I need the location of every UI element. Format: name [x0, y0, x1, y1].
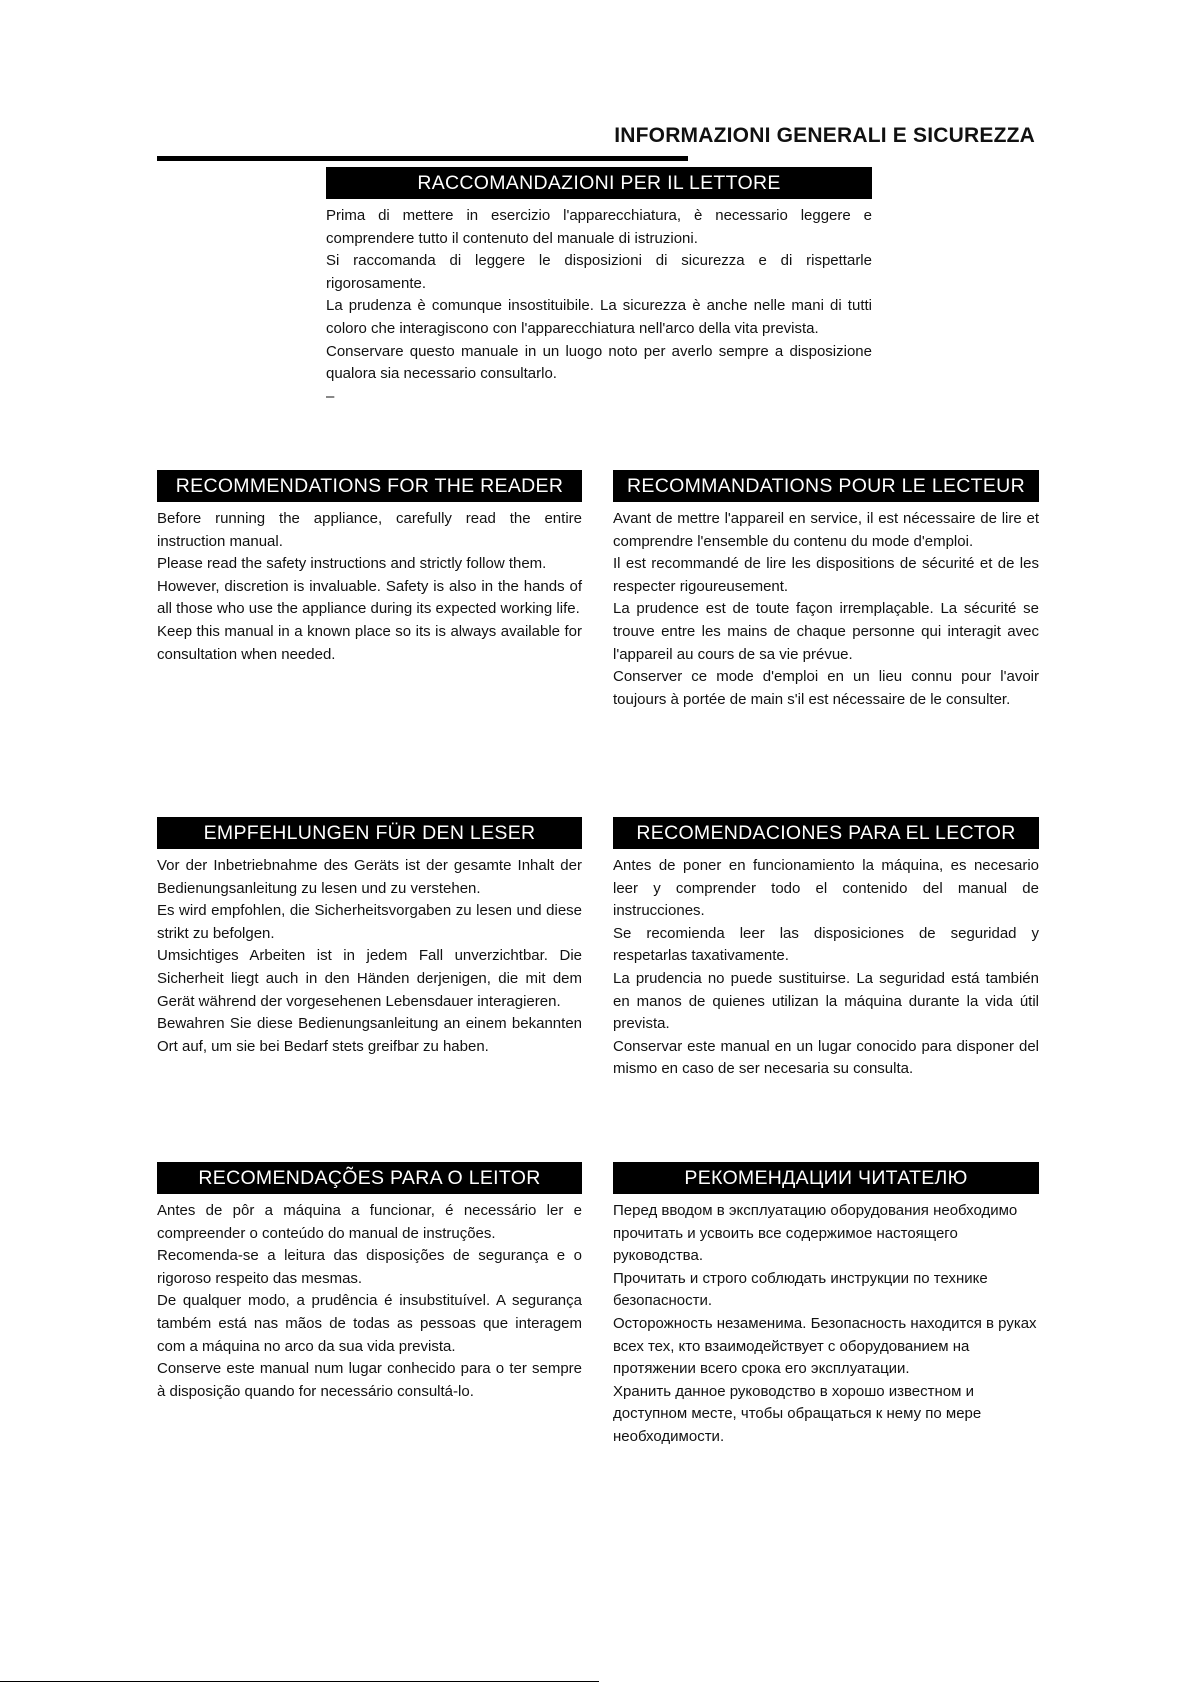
paragraph: Conservar este manual en un lugar conocido para disponer del mismo en caso de ser necesaria su consulta.: [613, 1037, 1039, 1078]
section-italian: [326, 167, 872, 408]
paragraph: Se recomienda leer las disposiciones de seguridad y respetarlas taxativamente.: [613, 924, 1039, 965]
section-body-russian: [613, 1200, 1039, 1449]
paragraph: Please read the safety instructions and strictly follow them.: [157, 555, 547, 573]
section-heading-portuguese: RECOMENDAÇÕES PARA O LEITOR: [157, 1162, 582, 1194]
paragraph: Umsichtiges Arbeiten ist in jedem Fall unverzichtbar. Die Sicherheit liegt auch in den Händen derjenigen, die mit dem Gerät während der vorgesehenen Lebensdauer interagieren.: [157, 947, 582, 1010]
section-english: [157, 470, 582, 666]
paragraph: Vor der Inbetriebnahme des Geräts ist der gesamte Inhalt der Bedienungsanleitung zu lesen und zu verstehen.: [157, 857, 582, 897]
section-heading-russian: РЕКОМЕНДАЦИИ ЧИТАТЕЛЮ: [613, 1162, 1039, 1194]
section-body-italian: [326, 205, 872, 408]
paragraph: Перед вводом в эксплуатацию оборудования необходимо прочитать и усвоить все содержимое настоящего руководства.: [613, 1202, 1018, 1265]
section-heading-italian: RACCOMANDAZIONI PER IL LETTORE: [326, 167, 872, 199]
paragraph: Recomenda-se a leitura das disposições de segurança e o rigoroso respeito das mesmas.: [157, 1247, 582, 1287]
section-body-portuguese: [157, 1200, 582, 1403]
section-body-german: [157, 855, 582, 1058]
paragraph: Conserve este manual num lugar conhecido para o ter sempre à disposição quando for necessário consultá-lo.: [157, 1360, 582, 1400]
footer-rule: [0, 1681, 599, 1682]
paragraph: However, discretion is invaluable. Safety is also in the hands of all those who use the appliance during its expected working life.: [157, 577, 582, 618]
section-body-french: [613, 508, 1039, 711]
section-heading-spanish: RECOMENDACIONES PARA EL LECTOR: [613, 817, 1039, 849]
paragraph: De qualquer modo, a prudência é insubstituível. A segurança também está nas mãos de todas as pessoas que interagem com a máquina no arco da sua vida prevista.: [157, 1292, 582, 1355]
paragraph: Прочитать и строго соблюдать инструкции по технике безопасности.: [613, 1269, 988, 1310]
paragraph: Il est recommandé de lire les dispositions de sécurité et de les respecter rigoureusement.: [613, 555, 1039, 595]
section-french: [613, 470, 1039, 711]
paragraph: Antes de pôr a máquina a funcionar, é necessário ler e compreender o conteúdo do manual de instruções.: [157, 1202, 582, 1242]
paragraph: Avant de mettre l'appareil en service, il est nécessaire de lire et comprendre l'ensemble du contenu du mode d'emploi.: [613, 510, 1039, 550]
section-russian: [613, 1162, 1039, 1449]
section-body-spanish: [613, 855, 1039, 1081]
section-heading-german: EMPFEHLUNGEN FÜR DEN LESER: [157, 817, 582, 849]
paragraph: Conserver ce mode d'emploi en un lieu connu pour l'avoir toujours à portée de main s'il est nécessaire de le consulter.: [613, 668, 1039, 708]
section-heading-english: RECOMMENDATIONS FOR THE READER: [157, 470, 582, 502]
page-title: INFORMAZIONI GENERALI E SICUREZZA: [614, 124, 1035, 147]
paragraph: Before running the appliance, carefully read the entire instruction manual.: [157, 510, 582, 550]
paragraph: Si raccomanda di leggere le disposizioni di sicurezza e di rispettarle rigorosamente.: [326, 252, 872, 292]
section-body-english: [157, 508, 582, 666]
paragraph: La prudencia no puede sustituirse. La seguridad está también en manos de quienes utilizan la máquina durante la vida útil prevista.: [613, 969, 1039, 1033]
header-rule: [157, 156, 688, 161]
paragraph: Bewahren Sie diese Bedienungsanleitung an einem bekannten Ort auf, um sie bei Bedarf stets greifbar zu haben.: [157, 1015, 582, 1055]
paragraph: Es wird empfohlen, die Sicherheitsvorgaben zu lesen und diese strikt zu befolgen.: [157, 902, 582, 942]
section-german: [157, 817, 582, 1058]
paragraph: La prudence est de toute façon irremplaçable. La sécurité se trouve entre les mains de chaque personne qui interagit avec l'appareil au cours de sa vie prévue.: [613, 600, 1039, 663]
paragraph: Keep this manual in a known place so its is always available for consultation when needed.: [157, 622, 582, 663]
paragraph: La prudenza è comunque insostituibile. La sicurezza è anche nelle mani di tutti coloro che interagiscono con l'apparecchiatura nell'arco della vita prevista.: [326, 297, 872, 337]
paragraph: Conservare questo manuale in un luogo noto per averlo sempre a disposizione qualora sia necessario consultarlo.: [326, 342, 872, 383]
paragraph: Prima di mettere in esercizio l'apparecchiatura, è necessario leggere e comprendere tutto il contenuto del manuale di istruzioni.: [326, 207, 872, 247]
section-portuguese: [157, 1162, 582, 1403]
paragraph: Хранить данное руководство в хорошо известном и доступном месте, чтобы обращаться к нему по мере необходимости.: [613, 1382, 982, 1445]
paragraph: Antes de poner en funcionamiento la máquina, es necesario leer y comprender todo el contenido del manual de instrucciones.: [613, 857, 1039, 920]
paragraph: Осторожность незаменима. Безопасность находится в руках всех тех, кто взаимодействует с оборудованием на протяжении всего срока его эксплуатации.: [613, 1314, 1037, 1378]
section-spanish: [613, 817, 1039, 1081]
dash-mark: –: [326, 387, 335, 405]
section-heading-french: RECOMMANDATIONS POUR LE LECTEUR: [613, 470, 1039, 502]
